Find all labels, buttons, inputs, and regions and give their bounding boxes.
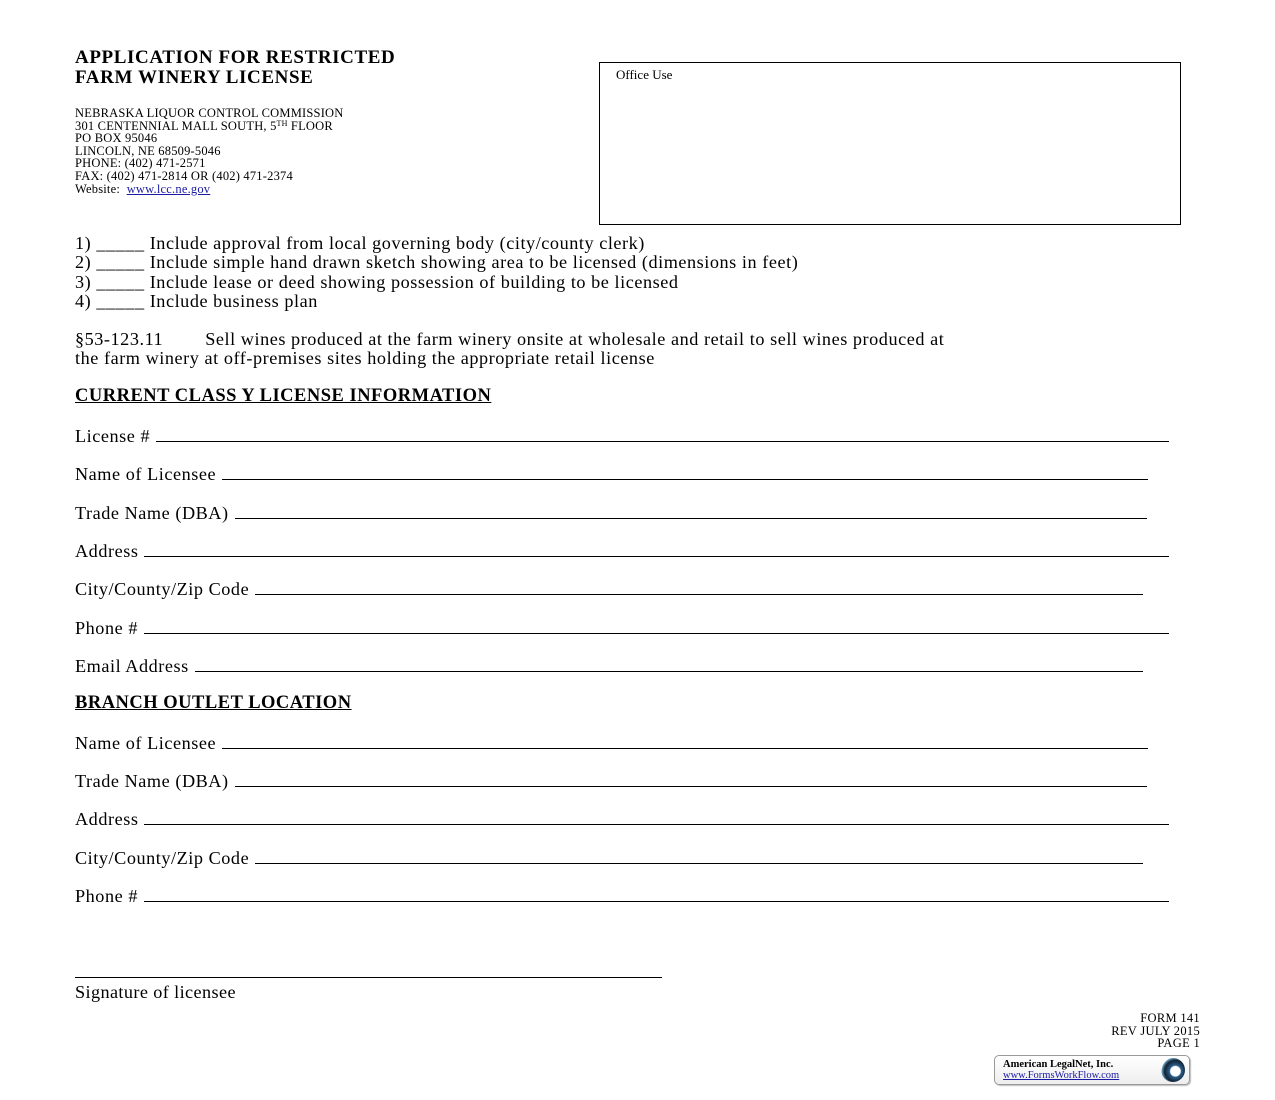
statute-paragraph (75, 330, 1190, 369)
address-input[interactable] (144, 556, 1169, 557)
field-address (75, 539, 1169, 561)
trade-name-input[interactable] (235, 518, 1147, 519)
street-floor: FLOOR (287, 118, 333, 133)
checklist-number: 3) (75, 271, 92, 292)
branch-address-input[interactable] (144, 824, 1169, 825)
page-number: PAGE 1 (1157, 1036, 1200, 1051)
form-info (1111, 1012, 1200, 1050)
field-trade-name (75, 501, 1147, 523)
field-label: Address (75, 809, 139, 829)
branch-city-county-zip-input[interactable] (255, 863, 1143, 864)
field-label: Name of Licensee (75, 733, 217, 753)
form-title (75, 48, 395, 88)
publisher-link[interactable]: www.FormsWorkFlow.com (1003, 1070, 1120, 1081)
current-license-heading: CURRENT CLASS Y LICENSE INFORMATION (75, 386, 492, 406)
checklist-blank[interactable]: _____ (96, 233, 145, 253)
field-license-number (75, 424, 1169, 446)
field-branch-address (75, 807, 1169, 829)
checklist-blank[interactable]: _____ (96, 290, 145, 311)
publisher-badge[interactable] (994, 1055, 1190, 1085)
form-title-line-2: FARM WINERY LICENSE (75, 67, 314, 88)
field-branch-trade-name (75, 769, 1147, 791)
checklist-item (75, 273, 798, 292)
statute-text-1: Sell wines produced at the farm winery onsite at wholesale and retail to sell wines produced at (205, 329, 945, 349)
agency-website (75, 183, 344, 196)
street-superscript: TH (276, 118, 288, 128)
field-branch-phone (75, 884, 1169, 906)
website-link[interactable]: www.lcc.ne.gov (126, 181, 211, 196)
form-number: FORM 141 (1140, 1011, 1200, 1025)
field-phone (75, 616, 1169, 638)
field-branch-name-of-licensee (75, 731, 1148, 753)
field-label: Name of Licensee (75, 464, 217, 484)
signature-label: Signature of licensee (75, 982, 236, 1002)
email-input[interactable] (195, 671, 1143, 672)
field-label: Address (75, 541, 139, 561)
agency-fax: FAX: (402) 471-2814 OR (402) 471-2374 (75, 168, 293, 183)
checklist-number: 2) (75, 252, 92, 273)
agency-po-box: PO BOX 95046 (75, 131, 158, 146)
form-title-line-1: APPLICATION FOR RESTRICTED (75, 47, 396, 68)
branch-licensee-name-input[interactable] (222, 748, 1148, 749)
office-use-box (599, 62, 1181, 225)
field-branch-city-county-zip (75, 846, 1143, 868)
field-label: City/County/Zip Code (75, 848, 250, 868)
agency-phone: PHONE: (402) 471-2571 (75, 156, 206, 171)
field-label: Trade Name (DBA) (75, 503, 229, 523)
field-email (75, 654, 1143, 676)
phone-input[interactable] (144, 633, 1169, 634)
checklist-text: Include lease or deed showing possession of building to be licensed (149, 271, 679, 292)
office-use-label: Office Use (616, 67, 673, 82)
agency-address-block (75, 107, 344, 195)
checklist-blank[interactable]: _____ (96, 252, 145, 273)
checklist-blank[interactable]: _____ (96, 271, 145, 292)
field-label: Trade Name (DBA) (75, 771, 229, 791)
checklist-text: Include simple hand drawn sketch showing area to be licensed (dimensions in feet) (149, 252, 799, 273)
city-county-zip-input[interactable] (255, 594, 1143, 595)
field-label: Phone # (75, 618, 138, 638)
checklist-number: 1) (75, 233, 92, 253)
agency-city: LINCOLN, NE 68509-5046 (75, 143, 221, 158)
checklist-item (75, 292, 798, 311)
checklist-item (75, 234, 798, 253)
license-number-input[interactable] (156, 441, 1169, 442)
street-text: 301 CENTENNIAL MALL SOUTH, 5 (75, 118, 277, 133)
requirements-checklist (75, 234, 798, 311)
field-label: License # (75, 426, 151, 446)
checklist-text: Include business plan (149, 290, 318, 311)
form-revision: REV JULY 2015 (1111, 1023, 1200, 1038)
website-label: Website: (75, 181, 121, 196)
branch-phone-input[interactable] (144, 901, 1169, 902)
branch-trade-name-input[interactable] (235, 786, 1147, 787)
statute-section: §53-123.11 (75, 329, 164, 349)
signature-line[interactable] (75, 977, 662, 978)
globe-logo-icon (1161, 1058, 1185, 1082)
checklist-item (75, 253, 798, 272)
field-label: Phone # (75, 886, 138, 906)
field-label: Email Address (75, 656, 189, 676)
statute-line-1 (75, 330, 1190, 349)
publisher-name: American LegalNet, Inc. (1003, 1059, 1114, 1070)
agency-name: NEBRASKA LIQUOR CONTROL COMMISSION (75, 106, 344, 120)
branch-outlet-heading: BRANCH OUTLET LOCATION (75, 693, 352, 713)
statute-line-2: the farm winery at off-premises sites holding the appropriate retail license (75, 348, 655, 369)
field-city-county-zip (75, 577, 1143, 599)
checklist-text: Include approval from local governing body (city/county clerk) (149, 233, 645, 253)
field-name-of-licensee (75, 462, 1148, 484)
checklist-number: 4) (75, 290, 92, 311)
field-label: City/County/Zip Code (75, 579, 250, 599)
licensee-name-input[interactable] (222, 479, 1148, 480)
